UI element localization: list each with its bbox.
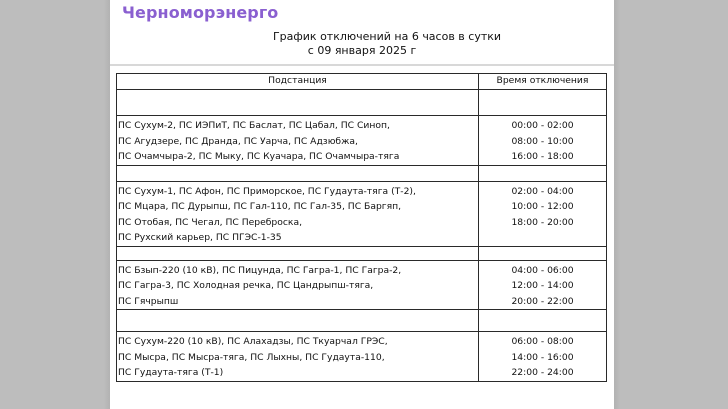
brand-title: Черноморэнерго (122, 3, 279, 22)
substation-line: ПС Сухум-2, ПС ИЭПиТ, ПС Баслат, ПС Цабал, ПС Синоп, (118, 120, 390, 131)
time-slot: 18:00 - 20:00 (511, 216, 574, 228)
substations-cell (117, 116, 479, 166)
substation-line: ПС Очамчыра-2, ПС Мыку, ПС Куачара, ПС Очамчыра-тяга (118, 151, 400, 162)
substation-line: ПС Отобая, ПС Чегал, ПС Переброска, (118, 216, 303, 228)
substations-cell (117, 181, 479, 246)
time-slot: 02:00 - 04:00 (511, 185, 574, 197)
page-shadow-right (614, 0, 620, 409)
spacer-row (117, 165, 607, 181)
substation-line: ПС Гячрыпш (118, 295, 179, 307)
time-slot: 12:00 - 14:00 (511, 280, 574, 291)
column-header-substation: Подстанция (117, 74, 479, 90)
time-slot: 14:00 - 16:00 (511, 351, 574, 363)
table-row (117, 260, 607, 310)
schedule-title: График отключений на 6 часов в сутки (272, 30, 502, 43)
times-cell (479, 181, 607, 246)
substation-line: ПС Сухум-220 (10 кВ), ПС Алахадзы, ПС Ткуарчал ГРЭС, (118, 336, 388, 347)
table-row (117, 181, 607, 246)
substation-line: ПС Мцара, ПС Дурыпш, ПС Гал-110, ПС Гал-35, ПС Баргяп, (118, 201, 402, 212)
time-slot: 00:00 - 02:00 (511, 120, 574, 131)
time-slot: 08:00 - 10:00 (511, 135, 574, 147)
substations-cell (117, 260, 479, 310)
times-cell (479, 260, 607, 310)
time-slot: 06:00 - 08:00 (511, 336, 574, 347)
times-cell (479, 116, 607, 166)
substations-cell (117, 332, 479, 382)
document-page (110, 0, 614, 409)
time-slot: 20:00 - 22:00 (511, 295, 574, 307)
spacer-row (117, 310, 607, 332)
table-row (117, 332, 607, 382)
substation-line: ПС Бзып-220 (10 кВ), ПС Пицунда, ПС Гагра-1, ПС Гагра-2, (118, 264, 402, 276)
column-header-time: Время отключения (479, 74, 607, 90)
spacer-row (117, 90, 607, 116)
substation-line: ПС Агудзере, ПС Дранда, ПС Уарча, ПС Адзюбжа, (118, 135, 358, 147)
time-slot: 22:00 - 24:00 (511, 367, 574, 378)
substation-line: ПС Мысра, ПС Мысра-тяга, ПС Лыхны, ПС Гудаута-110, (118, 351, 385, 363)
table-row (117, 116, 607, 166)
header-separator (110, 64, 614, 66)
time-slot: 16:00 - 18:00 (511, 151, 574, 162)
spacer-row (117, 246, 607, 260)
substation-line: ПС Сухум-1, ПС Афон, ПС Приморское, ПС Гудаута-тяга (Т-2), (118, 185, 416, 197)
substation-line: ПС Рухский карьер, ПС ПГЭС-1-35 (118, 232, 282, 243)
times-cell (479, 332, 607, 382)
time-slot: 04:00 - 06:00 (511, 264, 574, 276)
substation-line: ПС Гудаута-тяга (Т-1) (118, 367, 224, 378)
table-header-row (117, 74, 607, 90)
schedule-table (116, 73, 607, 382)
schedule-date: с 09 января 2025 г (307, 44, 417, 57)
time-slot: 10:00 - 12:00 (511, 201, 574, 212)
substation-line: ПС Гагра-3, ПС Холодная речка, ПС Цандрыпш-тяга, (118, 280, 374, 291)
